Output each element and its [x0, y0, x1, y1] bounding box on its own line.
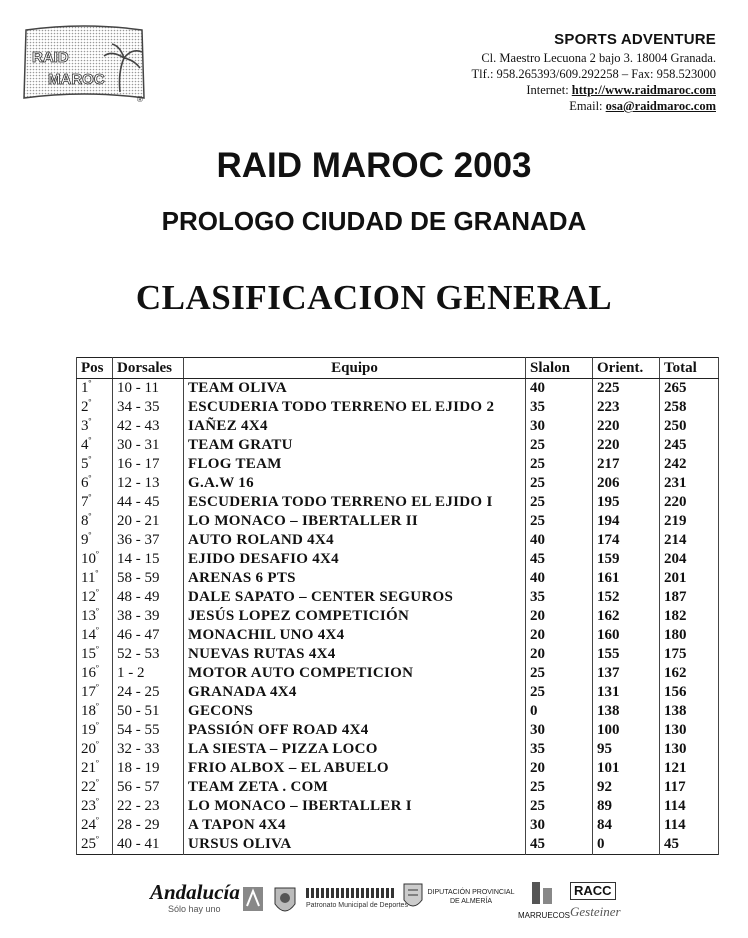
equipo-cell: FLOG TEAM	[184, 455, 526, 474]
stage-title: PROLOGO CIUDAD DE GRANADA	[161, 206, 587, 236]
dorsales-cell: 48 - 49	[113, 588, 184, 607]
table-row	[77, 455, 719, 474]
diputacion-logo: DIPUTACIÓN PROVINCIAL DE ALMERÍA	[427, 889, 515, 905]
website-link[interactable]: http://www.raidmaroc.com	[571, 83, 716, 97]
total-cell: 121	[660, 759, 719, 778]
slalon-cell: 45	[526, 550, 593, 569]
table-row	[77, 607, 719, 626]
slalon-cell: 0	[526, 702, 593, 721]
total-cell: 180	[660, 626, 719, 645]
company-internet	[472, 82, 716, 98]
dorsales-cell: 44 - 45	[113, 493, 184, 512]
slalon-cell: 25	[526, 474, 593, 493]
orient-cell: 162	[593, 607, 660, 626]
equipo-cell: IAÑEZ 4X4	[184, 417, 526, 436]
total-cell: 175	[660, 645, 719, 664]
total-cell: 220	[660, 493, 719, 512]
slalon-cell: 35	[526, 588, 593, 607]
equipo-cell: EJIDO DESAFIO 4X4	[184, 550, 526, 569]
equipo-cell: JESÚS LOPEZ COMPETICIÓN	[184, 607, 526, 626]
equipo-cell: MONACHIL UNO 4X4	[184, 626, 526, 645]
orient-cell: 100	[593, 721, 660, 740]
company-name: SPORTS ADVENTURE	[554, 31, 716, 48]
total-cell: 250	[660, 417, 719, 436]
event-title: RAID MAROC 2003	[216, 146, 532, 185]
svg-text:RAID: RAID	[32, 49, 69, 66]
total-cell: 130	[660, 740, 719, 759]
total-cell: 214	[660, 531, 719, 550]
equipo-cell: ARENAS 6 PTS	[184, 569, 526, 588]
table-row	[77, 626, 719, 645]
table-row	[77, 512, 719, 531]
pos-cell: $7^º$	[77, 493, 113, 512]
orient-cell: 84	[593, 816, 660, 835]
slalon-cell: 40	[526, 531, 593, 550]
total-cell: 138	[660, 702, 719, 721]
table-row	[77, 417, 719, 436]
slalon-cell: 20	[526, 759, 593, 778]
pos-cell: $21^º$	[77, 759, 113, 778]
orient-cell: 101	[593, 759, 660, 778]
pos-cell: $3^º$	[77, 417, 113, 436]
orient-cell: 194	[593, 512, 660, 531]
dorsales-cell: 54 - 55	[113, 721, 184, 740]
sponsor-logos	[0, 880, 748, 928]
orient-cell: 92	[593, 778, 660, 797]
orient-cell: 161	[593, 569, 660, 588]
total-cell: 156	[660, 683, 719, 702]
slalon-cell: 25	[526, 436, 593, 455]
marruecos-logo: MARRUECOS	[518, 880, 566, 920]
table-row	[77, 816, 719, 835]
andalucia-emblem-icon	[242, 886, 264, 917]
table-row	[77, 778, 719, 797]
total-cell: 182	[660, 607, 719, 626]
slalon-cell: 25	[526, 512, 593, 531]
dorsales-cell: 32 - 33	[113, 740, 184, 759]
equipo-cell: LO MONACO – IBERTALLER I	[184, 797, 526, 816]
orient-cell: 131	[593, 683, 660, 702]
dorsales-cell: 24 - 25	[113, 683, 184, 702]
total-cell: 162	[660, 664, 719, 683]
equipo-cell: NUEVAS RUTAS 4X4	[184, 645, 526, 664]
table-row	[77, 759, 719, 778]
total-cell: 114	[660, 816, 719, 835]
table-row	[77, 797, 719, 816]
dorsales-cell: 42 - 43	[113, 417, 184, 436]
patronato-logo: Patronato Municipal de Deportes	[306, 888, 396, 910]
racc-logo: RACC Gesteiner	[570, 883, 621, 919]
company-address: Cl. Maestro Lecuona 2 bajo 3. 18004 Granada.	[481, 51, 716, 65]
pos-cell: $1^º$	[77, 379, 113, 399]
total-cell: 201	[660, 569, 719, 588]
equipo-cell: FRIO ALBOX – EL ABUELO	[184, 759, 526, 778]
equipo-cell: GRANADA 4X4	[184, 683, 526, 702]
orient-cell: 0	[593, 835, 660, 855]
equipo-cell: URSUS OLIVA	[184, 835, 526, 855]
svg-text:MAROC: MAROC	[48, 71, 105, 88]
dorsales-cell: 34 - 35	[113, 398, 184, 417]
orient-cell: 206	[593, 474, 660, 493]
dorsales-cell: 50 - 51	[113, 702, 184, 721]
orient-cell: 95	[593, 740, 660, 759]
slalon-cell: 40	[526, 379, 593, 399]
dorsales-cell: 58 - 59	[113, 569, 184, 588]
table-row	[77, 721, 719, 740]
pos-cell: $18^º$	[77, 702, 113, 721]
total-cell: 242	[660, 455, 719, 474]
orient-cell: 225	[593, 379, 660, 399]
pos-cell: $19^º$	[77, 721, 113, 740]
pos-cell: $8^º$	[77, 512, 113, 531]
dorsales-cell: 12 - 13	[113, 474, 184, 493]
dorsales-cell: 28 - 29	[113, 816, 184, 835]
table-row	[77, 436, 719, 455]
pos-cell: $20^º$	[77, 740, 113, 759]
table-row	[77, 493, 719, 512]
slalon-cell: 25	[526, 493, 593, 512]
dorsales-cell: 16 - 17	[113, 455, 184, 474]
header-equipo: Equipo	[184, 358, 526, 379]
dorsales-cell: 10 - 11	[113, 379, 184, 399]
orient-cell: 217	[593, 455, 660, 474]
equipo-cell: PASSIÓN OFF ROAD 4X4	[184, 721, 526, 740]
pos-cell: $24^º$	[77, 816, 113, 835]
equipo-cell: AUTO ROLAND 4X4	[184, 531, 526, 550]
pos-cell: $13^º$	[77, 607, 113, 626]
equipo-cell: GECONS	[184, 702, 526, 721]
orient-cell: 159	[593, 550, 660, 569]
total-cell: 114	[660, 797, 719, 816]
total-cell: 245	[660, 436, 719, 455]
header-slalon: Slalon	[526, 358, 593, 379]
slalon-cell: 20	[526, 626, 593, 645]
dorsales-cell: 30 - 31	[113, 436, 184, 455]
table-row	[77, 531, 719, 550]
slalon-cell: 20	[526, 645, 593, 664]
header-dorsales: Dorsales	[113, 358, 184, 379]
orient-cell: 152	[593, 588, 660, 607]
table-row	[77, 474, 719, 493]
classification-title: CLASIFICACION GENERAL	[135, 278, 613, 317]
orient-cell: 155	[593, 645, 660, 664]
slalon-cell: 30	[526, 417, 593, 436]
table-row	[77, 588, 719, 607]
header-orient: Orient.	[593, 358, 660, 379]
equipo-cell: MOTOR AUTO COMPETICION	[184, 664, 526, 683]
andalucia-logo: Andalucía Sólo hay uno	[150, 880, 240, 914]
raid-maroc-logo	[20, 20, 148, 104]
dorsales-cell: 52 - 53	[113, 645, 184, 664]
equipo-cell: A TAPON 4X4	[184, 816, 526, 835]
table-row	[77, 569, 719, 588]
table-row	[77, 702, 719, 721]
email-label: Email:	[569, 99, 606, 113]
total-cell: 265	[660, 379, 719, 399]
dorsales-cell: 20 - 21	[113, 512, 184, 531]
equipo-cell: LA SIESTA – PIZZA LOCO	[184, 740, 526, 759]
pos-cell: $15^º$	[77, 645, 113, 664]
total-cell: 117	[660, 778, 719, 797]
equipo-cell: ESCUDERIA TODO TERRENO EL EJIDO I	[184, 493, 526, 512]
orient-cell: 174	[593, 531, 660, 550]
slalon-cell: 25	[526, 455, 593, 474]
slalon-cell: 25	[526, 797, 593, 816]
dorsales-cell: 36 - 37	[113, 531, 184, 550]
slalon-cell: 20	[526, 607, 593, 626]
dorsales-cell: 22 - 23	[113, 797, 184, 816]
pos-cell: $16^º$	[77, 664, 113, 683]
pos-cell: $14^º$	[77, 626, 113, 645]
orient-cell: 89	[593, 797, 660, 816]
total-cell: 258	[660, 398, 719, 417]
orient-cell: 195	[593, 493, 660, 512]
table-row	[77, 835, 719, 855]
header-total: Total	[660, 358, 719, 379]
orient-cell: 220	[593, 436, 660, 455]
slalon-cell: 45	[526, 835, 593, 855]
slalon-cell: 25	[526, 683, 593, 702]
table-row	[77, 664, 719, 683]
pos-cell: $9^º$	[77, 531, 113, 550]
pos-cell: $11^º$	[77, 569, 113, 588]
table-row	[77, 740, 719, 759]
orient-cell: 138	[593, 702, 660, 721]
diputacion-crest-icon	[402, 882, 424, 917]
pos-cell: $6^º$	[77, 474, 113, 493]
company-email	[472, 98, 716, 114]
dorsales-cell: 46 - 47	[113, 626, 184, 645]
equipo-cell: LO MONACO – IBERTALLER II	[184, 512, 526, 531]
pos-cell: $2^º$	[77, 398, 113, 417]
pos-cell: $23^º$	[77, 797, 113, 816]
dorsales-cell: 14 - 15	[113, 550, 184, 569]
email-link[interactable]: osa@raidmaroc.com	[605, 99, 716, 113]
pos-cell: $5^º$	[77, 455, 113, 474]
total-cell: 130	[660, 721, 719, 740]
pos-cell: $17^º$	[77, 683, 113, 702]
pos-cell: $4^º$	[77, 436, 113, 455]
city-crest-icon	[272, 884, 298, 923]
pos-cell: $12^º$	[77, 588, 113, 607]
slalon-cell: 35	[526, 740, 593, 759]
pos-cell: $25^º$	[77, 835, 113, 855]
table-row	[77, 683, 719, 702]
dorsales-cell: 56 - 57	[113, 778, 184, 797]
slalon-cell: 40	[526, 569, 593, 588]
table-row	[77, 379, 719, 399]
table-row	[77, 550, 719, 569]
svg-text:®: ®	[137, 95, 143, 104]
equipo-cell: TEAM OLIVA	[184, 379, 526, 399]
dorsales-cell: 18 - 19	[113, 759, 184, 778]
dorsales-cell: 40 - 41	[113, 835, 184, 855]
results-table	[76, 357, 719, 855]
table-row	[77, 398, 719, 417]
header-pos: Pos	[77, 358, 113, 379]
total-cell: 45	[660, 835, 719, 855]
pos-cell: $10^º$	[77, 550, 113, 569]
orient-cell: 160	[593, 626, 660, 645]
total-cell: 219	[660, 512, 719, 531]
equipo-cell: TEAM GRATU	[184, 436, 526, 455]
total-cell: 204	[660, 550, 719, 569]
equipo-cell: DALE SAPATO – CENTER SEGUROS	[184, 588, 526, 607]
table-row	[77, 645, 719, 664]
equipo-cell: ESCUDERIA TODO TERRENO EL EJIDO 2	[184, 398, 526, 417]
slalon-cell: 30	[526, 721, 593, 740]
slalon-cell: 30	[526, 816, 593, 835]
company-phones: Tlf.: 958.265393/609.292258 – Fax: 958.523000	[471, 67, 716, 81]
equipo-cell: TEAM ZETA . COM	[184, 778, 526, 797]
total-cell: 187	[660, 588, 719, 607]
orient-cell: 220	[593, 417, 660, 436]
total-cell: 231	[660, 474, 719, 493]
orient-cell: 137	[593, 664, 660, 683]
slalon-cell: 25	[526, 664, 593, 683]
slalon-cell: 25	[526, 778, 593, 797]
orient-cell: 223	[593, 398, 660, 417]
equipo-cell: G.A.W 16	[184, 474, 526, 493]
company-info	[472, 30, 716, 114]
internet-label: Internet:	[526, 83, 572, 97]
pos-cell: $22^º$	[77, 778, 113, 797]
dorsales-cell: 1 - 2	[113, 664, 184, 683]
dorsales-cell: 38 - 39	[113, 607, 184, 626]
slalon-cell: 35	[526, 398, 593, 417]
table-header-row	[77, 358, 719, 379]
